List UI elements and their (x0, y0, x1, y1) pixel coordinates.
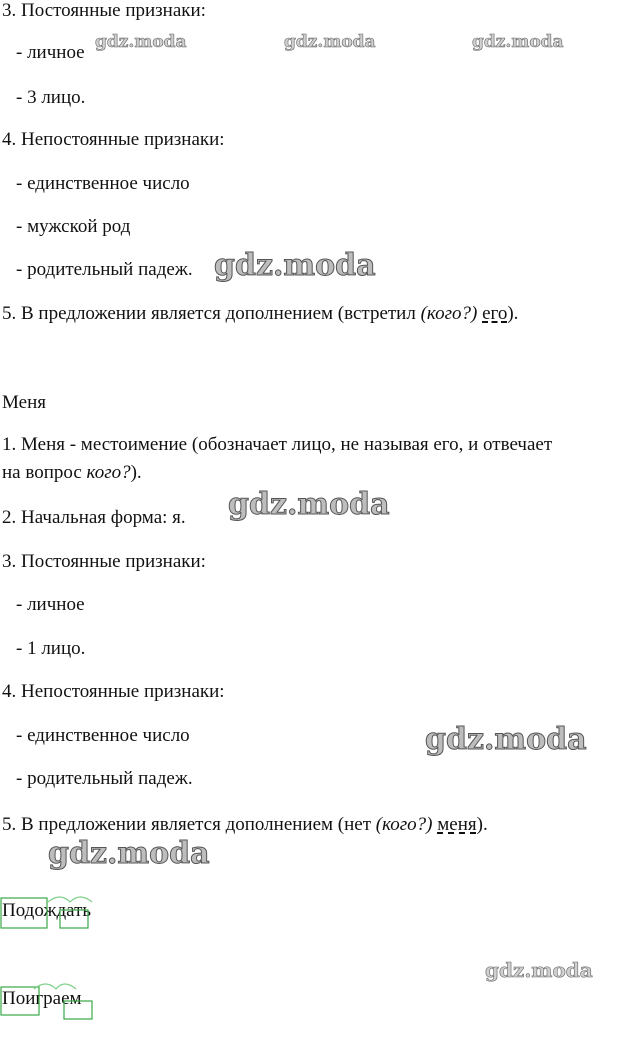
question-word: (кого?) (420, 303, 478, 324)
feature-heading-variable: 4. Непостоянные признаки: (2, 681, 225, 702)
morpheme-markup-2 (0, 975, 110, 1020)
feature-third-person: - 3 лицо. (16, 87, 86, 108)
part-of-speech: 1. Меня - местоимение (обозначает лицо, не называя его, и отвечает (2, 434, 553, 455)
feature-first-person: - 1 лицо. (16, 638, 86, 659)
feature-singular: - единственное число (16, 725, 190, 746)
feature-genitive: - родительный падеж. (16, 768, 193, 789)
root-arc (34, 984, 76, 989)
underlined-word: его (482, 303, 508, 324)
feature-singular: - единственное число (16, 173, 190, 194)
root-arc (48, 897, 92, 902)
syntactic-role (2, 303, 518, 325)
watermark: gdz.moda (472, 32, 564, 52)
initial-form: 2. Начальная форма: я. (2, 507, 186, 528)
feature-personal: - личное (16, 594, 85, 615)
feature-heading-variable: 4. Непостоянные признаки: (2, 129, 225, 150)
syntactic-role-end: ). (507, 303, 519, 324)
syntactic-role (2, 814, 488, 836)
morpheme-word-text: Подождать (2, 900, 92, 921)
feature-personal: - личное (16, 42, 85, 63)
watermark: gdz.moda (95, 32, 187, 52)
watermark: gdz.moda (425, 722, 587, 757)
watermark: gdz.moda (214, 248, 376, 283)
syntactic-role-text: 5. В предложении является дополнением (нет (2, 814, 376, 835)
morpheme-markup-1 (0, 890, 110, 930)
watermark: gdz.moda (48, 836, 210, 871)
part-of-speech-cont (2, 462, 142, 484)
stem-box (1, 987, 39, 1015)
question-word: (кого?) (375, 814, 433, 835)
syntactic-role-end: ). (476, 814, 488, 835)
watermark: gdz.moda (284, 32, 376, 52)
feature-masculine: - мужской род (16, 216, 131, 237)
watermark: gdz.moda (485, 958, 593, 982)
feature-heading-constant: 3. Постоянные признаки: (2, 0, 206, 21)
ending-box (60, 910, 88, 928)
part-of-speech-text: на вопрос (2, 462, 87, 483)
question-word: кого? (86, 462, 131, 483)
part-of-speech-end: ). (130, 462, 142, 483)
feature-genitive: - родительный падеж. (16, 259, 193, 280)
ending-box (64, 1001, 92, 1019)
word-heading: Меня (2, 392, 46, 413)
stem-box (1, 898, 47, 928)
morpheme-word-text: Поиграем (2, 988, 82, 1009)
syntactic-role-text: 5. В предложении является дополнением (встретил (2, 303, 421, 324)
feature-heading-constant: 3. Постоянные признаки: (2, 551, 206, 572)
underlined-word: меня (437, 814, 477, 835)
watermark: gdz.moda (228, 487, 390, 522)
